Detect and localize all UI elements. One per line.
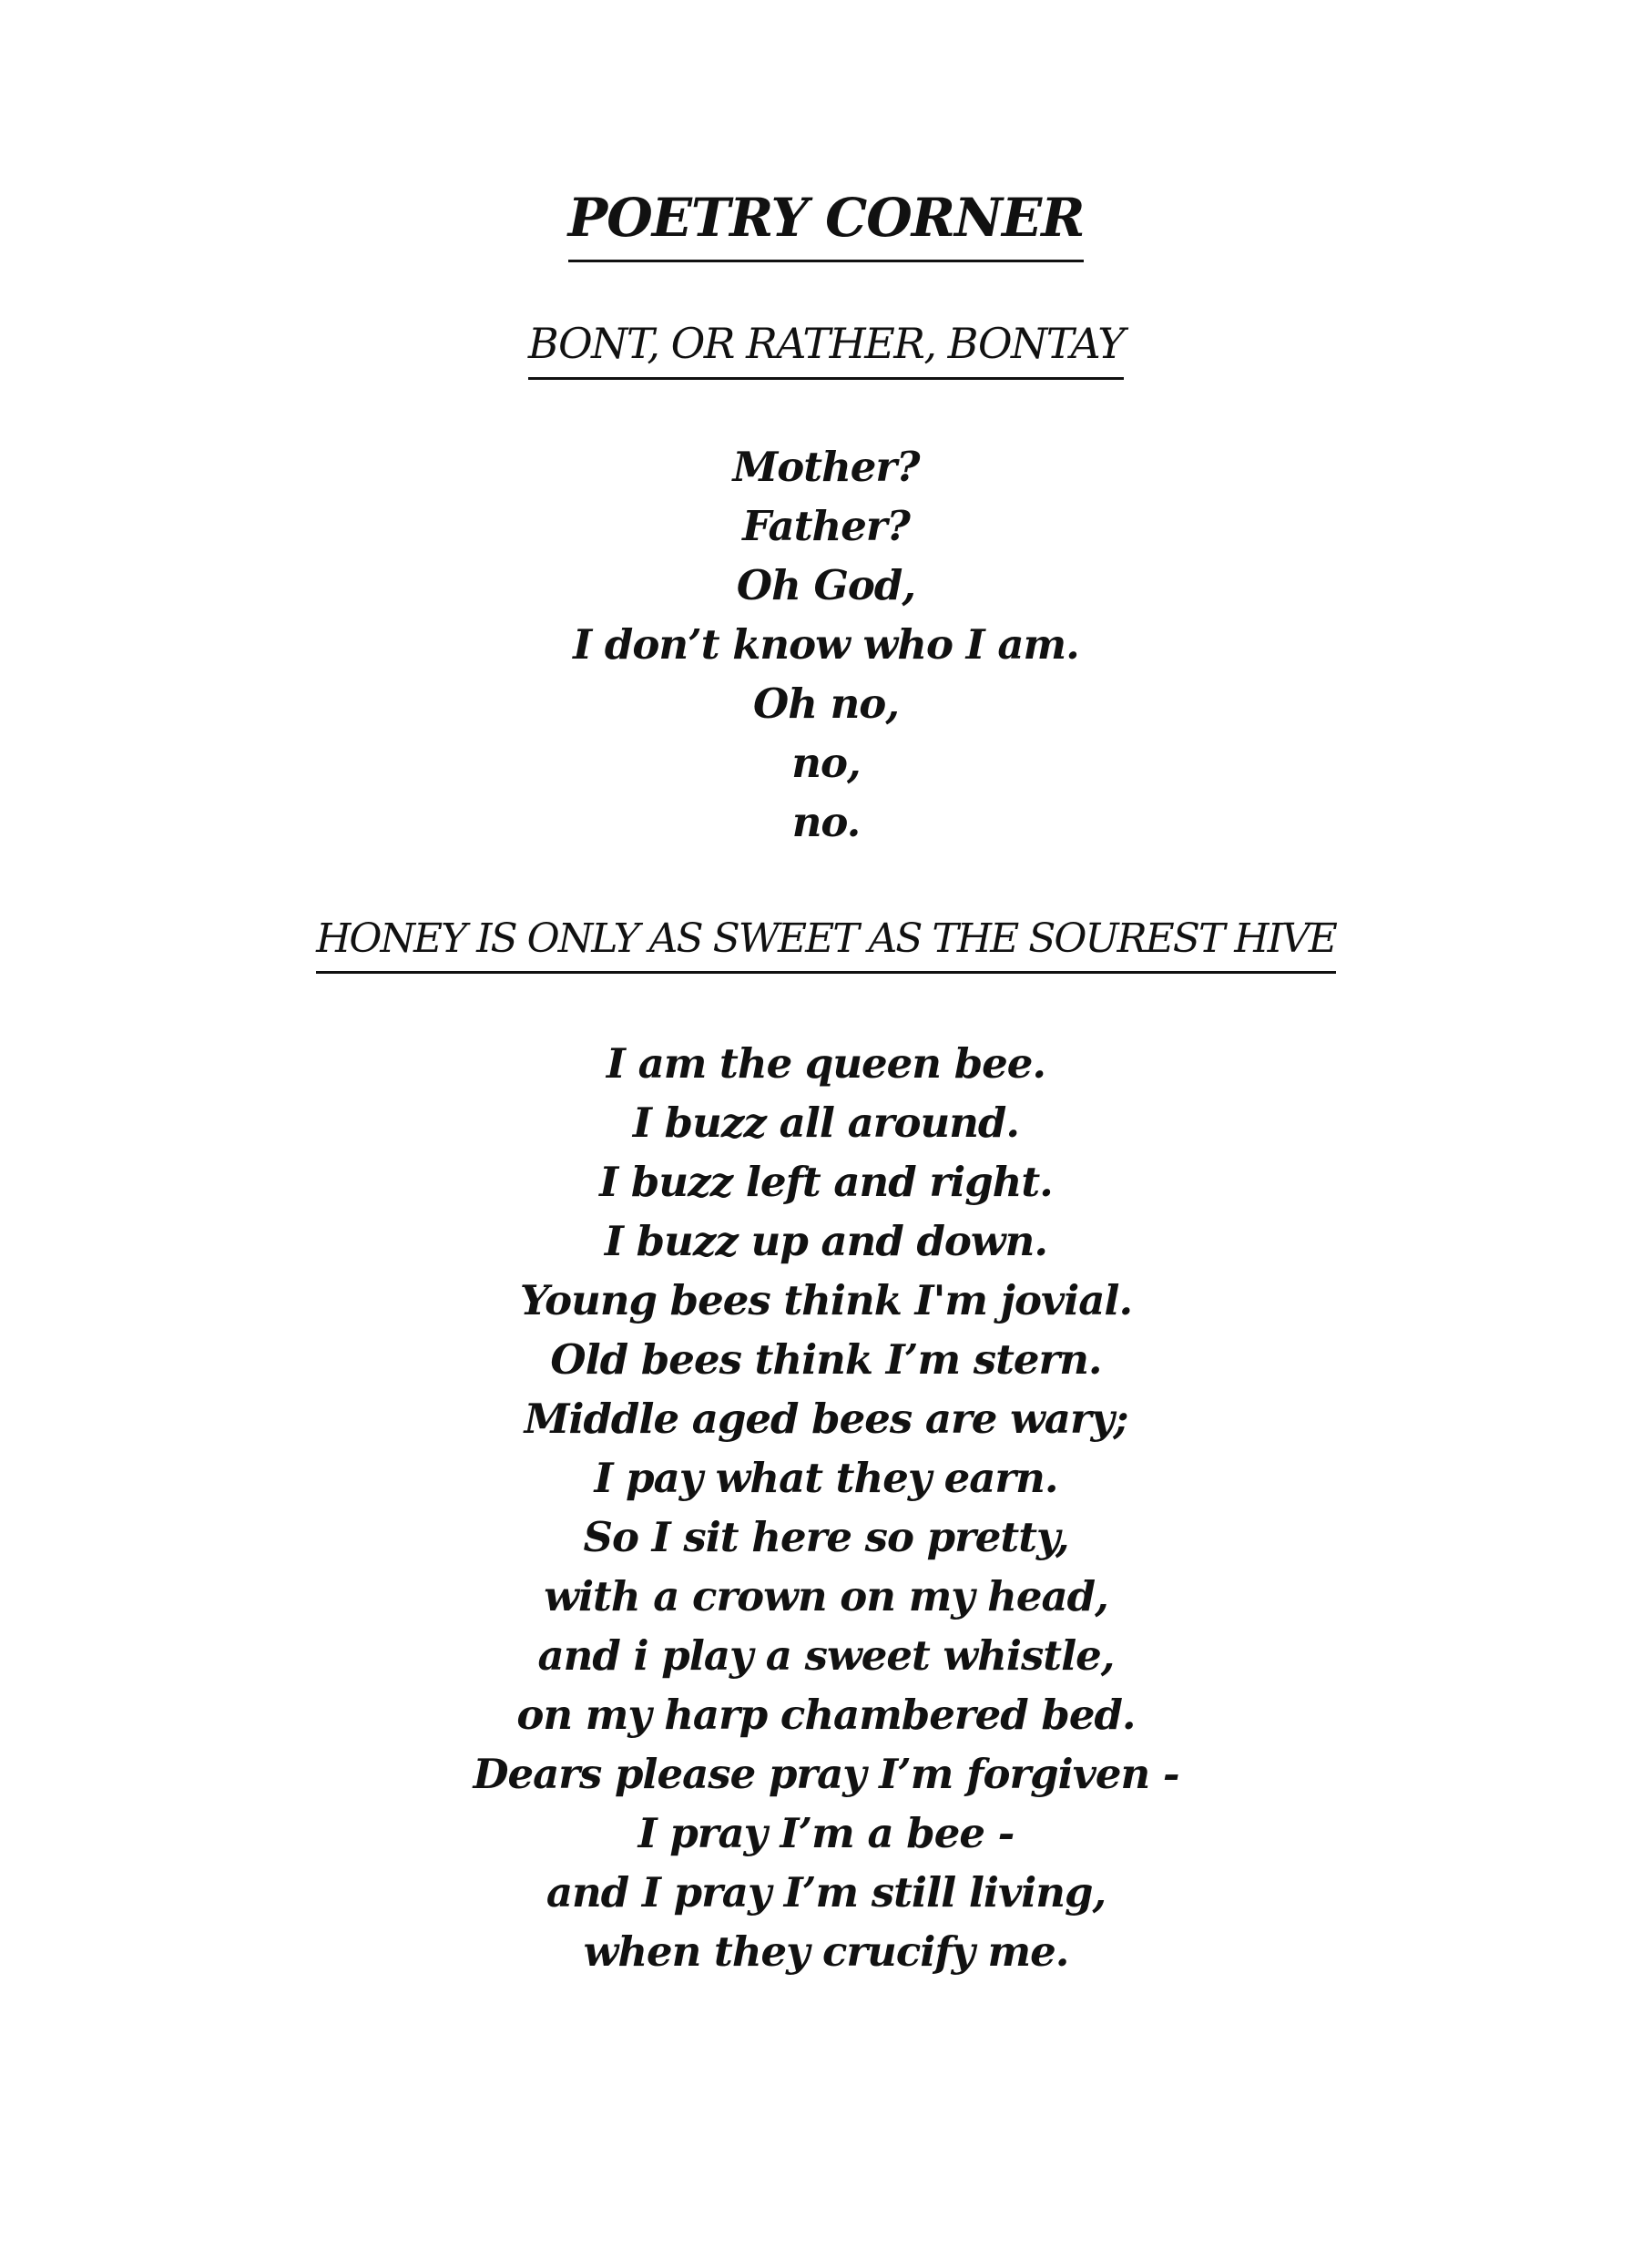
- poem-2-line-11: and i play a sweet whistle,: [537, 1631, 1115, 1680]
- poem-2-line-7: Middle aged bees are wary;: [524, 1395, 1128, 1443]
- poem-body-1: [0, 437, 1652, 852]
- poem-2-line-8: I pay what they earn.: [594, 1454, 1058, 1502]
- poem-2-line-1: I am the queen bee.: [606, 1039, 1046, 1088]
- poem-2-line-14: I pray I’m a bee -: [637, 1809, 1015, 1857]
- poem-1-line-4: I don’t know who I am.: [573, 620, 1079, 669]
- poem-1-line-3: Oh God,: [736, 561, 916, 609]
- poem-title-2: HONEY IS ONLY AS SWEET AS THE SOUREST HIVE: [316, 915, 1336, 974]
- poem-1-line-1: Mother?: [732, 443, 920, 491]
- poem-2-line-12: on my harp chambered bed.: [516, 1691, 1136, 1739]
- poem-2-line-2: I buzz all around.: [632, 1099, 1020, 1147]
- page-title-block: [0, 187, 1652, 262]
- poem-2-line-4: I buzz up and down.: [604, 1217, 1048, 1265]
- poem-body-2: [0, 1034, 1652, 1981]
- poem-1-line-6: no,: [791, 739, 861, 787]
- poem-2-line-13: Dears please pray I’m forgiven -: [473, 1750, 1179, 1798]
- page-title: POETRY CORNER: [568, 187, 1085, 262]
- poem-2-line-16: when they crucify me.: [583, 1927, 1069, 1976]
- poem-2-line-15: and I pray I’m still living,: [546, 1868, 1106, 1917]
- poem-1-line-5: Oh no,: [753, 680, 899, 728]
- poem-1-line-2: Father?: [742, 502, 910, 550]
- poem-title-block-2: [0, 915, 1652, 974]
- poem-2-line-6: Old bees think I’m stern.: [550, 1335, 1102, 1384]
- poem-2-line-9: So I sit here so pretty,: [583, 1513, 1069, 1561]
- poem-1-line-7: no.: [791, 798, 861, 846]
- poem-2-line-3: I buzz left and right.: [599, 1158, 1053, 1206]
- poem-2-line-10: with a crown on my head,: [544, 1572, 1108, 1620]
- poem-2-line-5: Young bees think I'm jovial.: [519, 1276, 1133, 1324]
- poem-title-block-1: [0, 319, 1652, 380]
- poem-title-1: BONT, OR RATHER, BONTAY: [528, 319, 1124, 380]
